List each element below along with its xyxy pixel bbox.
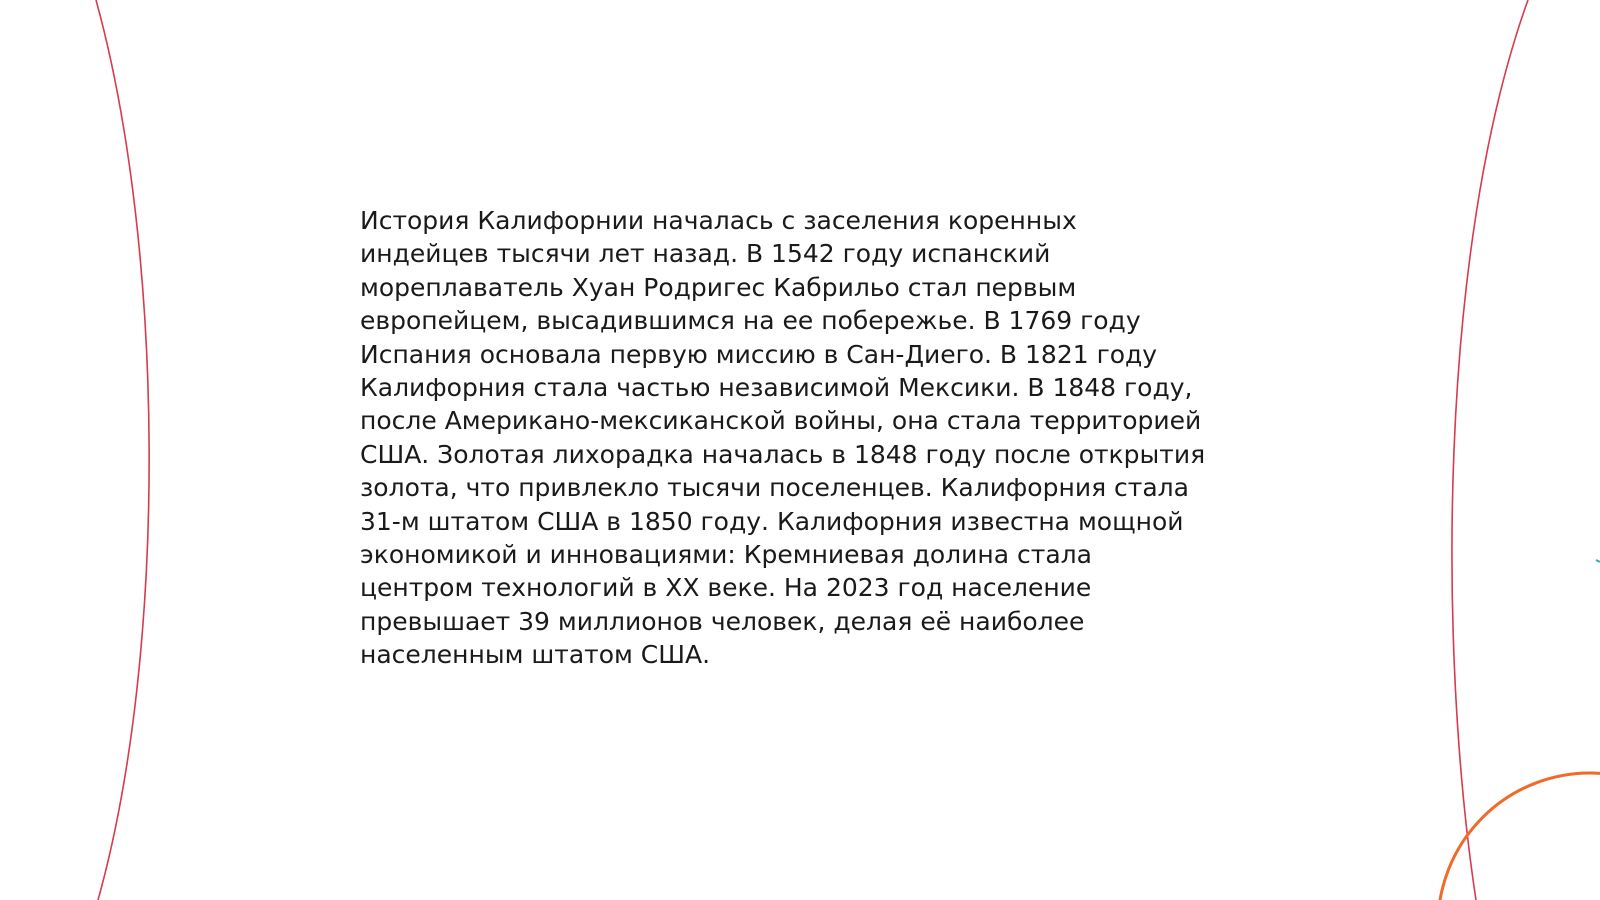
right-red-arc [1452,0,1528,900]
paragraph-line: населенным штатом США. [360,640,711,670]
paragraph-line: История Калифорнии началась с заселения коренных [360,206,1077,235]
paragraph-line: Испания основала первую миссию в Сан-Диего. В 1821 году [360,339,1158,369]
paragraph-line: США. Золотая лихорадка началась в 1848 году после открытия [360,439,1206,469]
teal-mark [1596,560,1600,562]
paragraph-line: европейцем, высадившимся на ее побережье. В 1769 году [360,306,1141,336]
paragraph-line: индейцев тысячи лет назад. В 1542 году испанский [360,239,1051,269]
paragraph-line: после Американо-мексиканской войны, она стала территорией [360,406,1202,436]
paragraph-line: центром технологий в XX веке. На 2023 год население [360,573,1092,603]
paragraph-line: превышает 39 миллионов человек, делая её наиболее [360,606,1085,636]
paragraph-line: 31-м штатом США в 1850 году. Калифорния известна мощной [360,506,1184,536]
paragraph-line: Калифорния стала частью независимой Мексики. В 1848 году, [360,373,1193,403]
paragraph-line: мореплаватель Хуан Родригес Кабрильо стал первым [360,272,1077,302]
left-red-arc [96,0,149,900]
paragraph-line: экономикой и инновациями: Кремниевая долина стала [360,540,1092,570]
paragraph-line: золота, что привлекло тысячи поселенцев. Калифорния стала [360,473,1189,503]
california-history-paragraph [360,204,1240,672]
